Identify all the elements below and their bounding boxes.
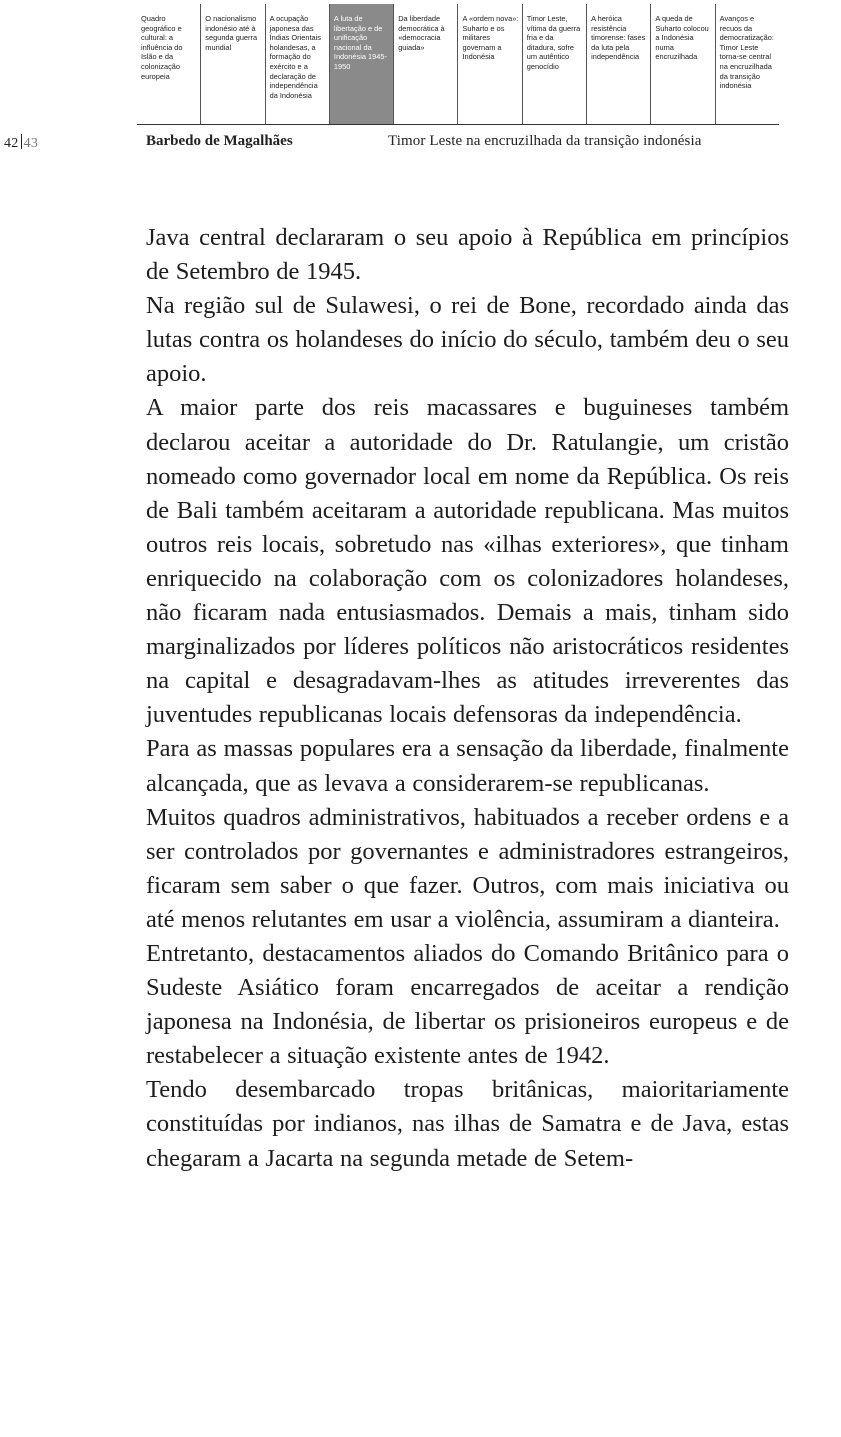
body-text bbox=[146, 221, 789, 1176]
paragraph-4: Para as massas populares era a sensação da liberdade, finalmente alcançada, que as levava a considerarem-se republicanas. bbox=[146, 735, 789, 797]
chapter-tab-1[interactable]: Quadro geográfico e cultural: a influência do Islão e da colonização europeia bbox=[137, 4, 201, 124]
paragraph-1: Java central declararam o seu apoio à República em princípios de Setembro de 1945. bbox=[146, 224, 789, 286]
chapter-tab-2[interactable]: O nacionalismo indonésio até à segunda guerra mundial bbox=[201, 4, 265, 124]
chapter-tab-5[interactable]: Da liberdade democrática à «democracia guiada» bbox=[394, 4, 458, 124]
paragraph-6: Entretanto, destacamentos aliados do Comando Britânico para o Sudeste Asiático foram encarregados de aceitar a rendição japonesa na Indonésia, de libertar os prisioneiros europeus e de restabelecer a situação existente antes de 1942. bbox=[146, 939, 789, 1070]
running-header-author: Barbedo de Magalhães bbox=[146, 133, 293, 149]
left-page-number: 42 bbox=[4, 136, 19, 151]
chapter-tab-10[interactable]: Avanços e recuos da democratização: Timor Leste torna-se central na encruzilhada da transição indonésia bbox=[719, 14, 774, 91]
page-numbers bbox=[4, 134, 38, 152]
paragraph-5: Muitos quadros administrativos, habituados a receber ordens e a ser controlados por governantes e administradores estrangeiros, ficaram sem saber o que fazer. Outros, com mais iniciativa ou até menos relutantes em usar a violência, assumiram a dianteira. bbox=[146, 803, 789, 933]
paragraph-2: Na região sul de Sulawesi, o rei de Bone, recordado ainda das lutas contra os holandeses do início do século, também deu o seu apoio. bbox=[146, 292, 789, 388]
chapter-tab-6[interactable]: A «ordem nova»: Suharto e os militares governam a Indonésia bbox=[458, 4, 522, 124]
chapter-tab-4-active[interactable]: A luta de libertação e de unificação nacional da Indonésia 1945-1950 bbox=[330, 4, 394, 124]
paragraph-3: A maior parte dos reis macassares e buguineses também declarou aceitar a autoridade do Dr. Ratulangie, um cristão nomeado como governador local em nome da República. Os reis de Bali também aceitaram a autoridade republicana. Mas muitos outros reis locais, sobretudo nas «ilhas exteriores», que tinham enriquecido na colaboração com os colonizadores holandeses, não ficaram nada entusiasmados. Demais a mais, tinham sido marginalizados por líderes políticos não aristocráticos residentes na capital e desagradavam-lhes as atitudes irreverentes das juventudes republicanas locais defensoras da independência. bbox=[146, 394, 789, 729]
page-number-divider bbox=[21, 134, 22, 149]
paragraph-7: Tendo desembarcado tropas britânicas, maioritariamente constituídas por indianos, nas ilhas de Samatra e de Java, estas chegaram a Jacarta na segunda metade de Setem- bbox=[146, 1076, 789, 1172]
running-header-book-title: Timor Leste na encruzilhada da transição indonésia bbox=[388, 133, 702, 149]
right-page-number: 43 bbox=[23, 136, 39, 151]
chapter-navigation bbox=[137, 4, 779, 125]
chapter-tab-7[interactable]: Timor Leste, vítima da guerra fria e da ditadura, sofre um autêntico genocídio bbox=[523, 4, 587, 124]
chapter-tab-8[interactable]: A heróica resistência timorense: fases da luta pela independência bbox=[587, 4, 651, 124]
chapter-tab-9[interactable]: A queda de Suharto colocou a Indonésia numa encruzilhada bbox=[651, 4, 715, 124]
chapter-tab-3[interactable]: A ocupação japonesa das Índias Orientais holandesas, a formação do exército e a declaração de independência da Indonésia bbox=[266, 4, 330, 124]
